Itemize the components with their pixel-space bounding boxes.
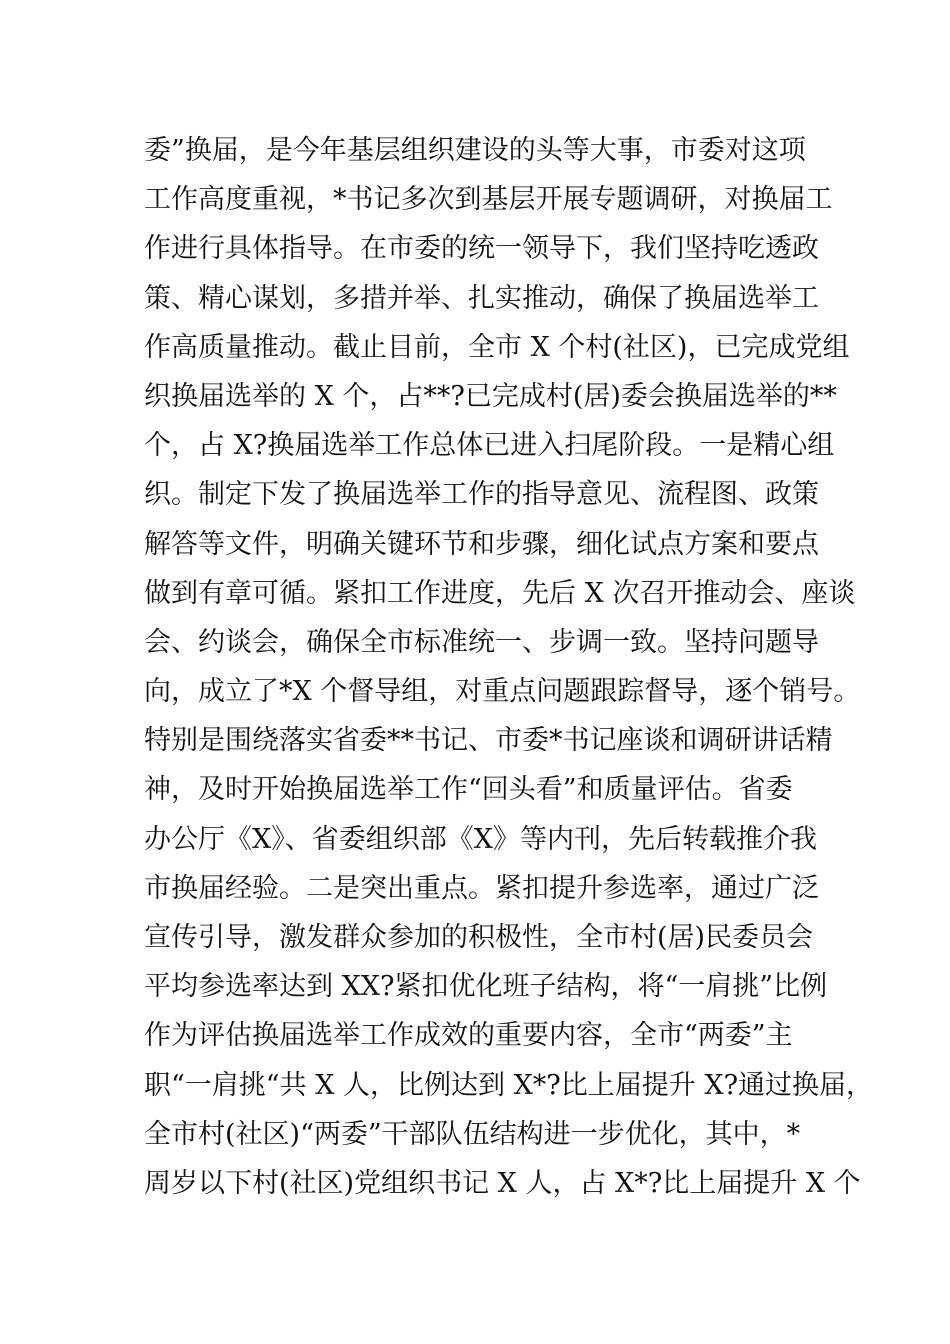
text-line: 做到有章可循。紧扣工作进度，先后 X 次召开推动会、座谈 [144, 577, 856, 609]
text-line: 工作高度重视，*书记多次到基层开展专题调研，对换届工 [144, 184, 833, 216]
text-line: 会、约谈会，确保全市标准统一、步调一致。坚持问题导 [144, 626, 819, 658]
text-line: 神，及时开始换届选举工作“回头看”和质量评估。省委 [144, 774, 793, 806]
text-line: 全市村(社区)“两委”干部队伍结构进一步优化，其中，* [144, 1118, 801, 1150]
text-line: 作为评估换届选举工作成效的重要内容，全市“两委”主 [144, 1020, 793, 1052]
text-line: 周岁以下村(社区)党组织书记 X 人，占 X*?比上届提升 X 个 [144, 1167, 861, 1199]
text-line: 宣传引导，激发群众参加的积极性，全市村(居)民委员会 [144, 922, 814, 953]
text-line: 职“一肩挑“共 X 人，比例达到 X*?比上届提升 X?通过换届， [144, 1069, 874, 1101]
text-line: 作进行具体指导。在市委的统一领导下，我们坚持吃透政 [144, 233, 819, 265]
text-line: 市换届经验。二是突出重点。紧扣提升参选率，通过广泛 [144, 872, 819, 904]
text-line: 个，占 X?换届选举工作总体已进入扫尾阶段。一是精心组 [144, 430, 835, 462]
text-line: 向，成立了*X 个督导组，对重点问题跟踪督导，逐个销号。 [144, 676, 861, 708]
text-line: 作高质量推动。截止目前，全市 X 个村(社区)，已完成党组 [144, 331, 850, 363]
text-line: 解答等文件，明确关键环节和步骤，细化试点方案和要点 [144, 528, 819, 560]
body-text [144, 126, 874, 1208]
text-line: 策、精心谋划，多措并举、扎实推动，确保了换届选举工 [144, 282, 819, 314]
text-line: 委”换届，是今年基层组织建设的头等大事，市委对这项 [144, 135, 806, 166]
text-line: 织。制定下发了换届选举工作的指导意见、流程图、政策 [144, 479, 819, 511]
text-line: 特别是围绕落实省委**书记、市委*书记座谈和调研讲话精 [144, 725, 833, 757]
text-line: 平均参选率达到 XX?紧扣优化班子结构，将“一肩挑”比例 [144, 971, 828, 1003]
text-line: 织换届选举的 X 个，占**?已完成村(居)委会换届选举的** [144, 380, 837, 412]
text-line: 办公厅《X》、省委组织部《X》等内刊，先后转载推介我 [144, 823, 817, 855]
